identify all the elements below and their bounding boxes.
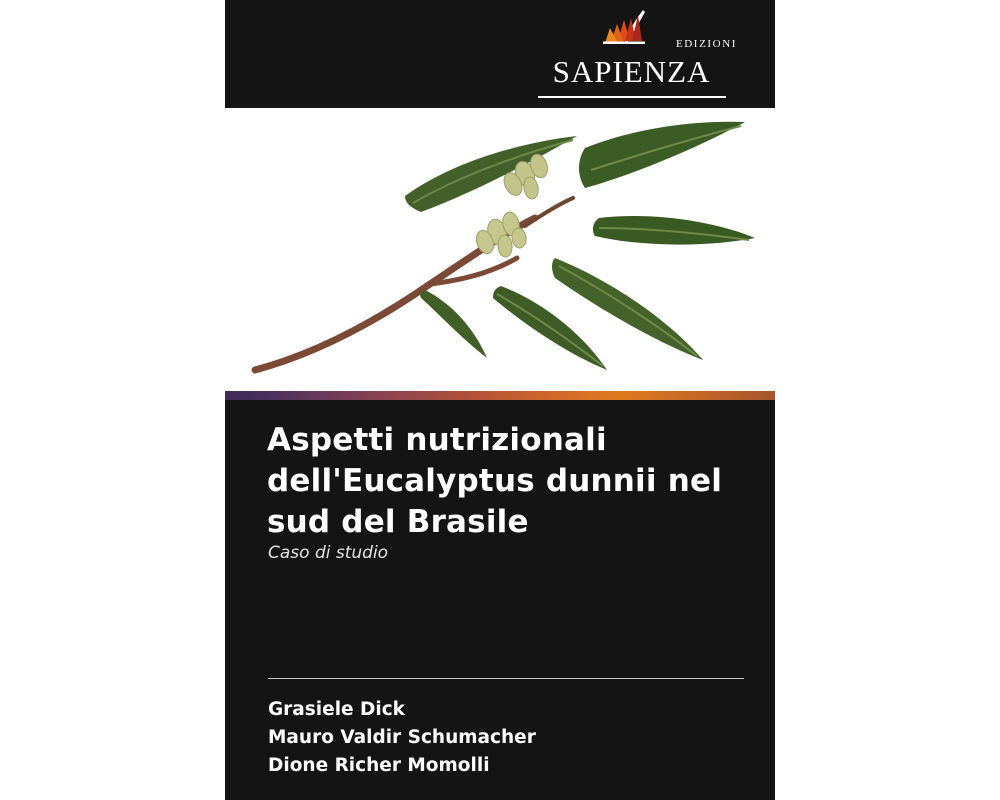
book-subtitle: Caso di studio — [268, 543, 389, 563]
author-name: Grasiele Dick — [268, 699, 405, 720]
cover-text-area — [225, 400, 775, 800]
book-title: Aspetti nutrizionali dell'Eucalyptus dunnii nel sud del Brasile — [267, 422, 723, 540]
publisher-imprint-label: EDIZIONI — [675, 38, 737, 50]
book-cover — [225, 0, 775, 800]
author-name: Dione Richer Momolli — [268, 755, 490, 777]
publisher-underline — [538, 96, 726, 98]
author-name: Mauro Valdir Schumacher — [268, 727, 536, 749]
color-stripe — [225, 391, 775, 400]
cover-header-band — [225, 0, 775, 108]
cover-photo — [225, 108, 775, 391]
publisher-name: SAPIENZA — [552, 54, 711, 89]
publisher-block — [524, 8, 739, 100]
author-list — [268, 696, 744, 780]
title-author-divider — [268, 678, 744, 679]
